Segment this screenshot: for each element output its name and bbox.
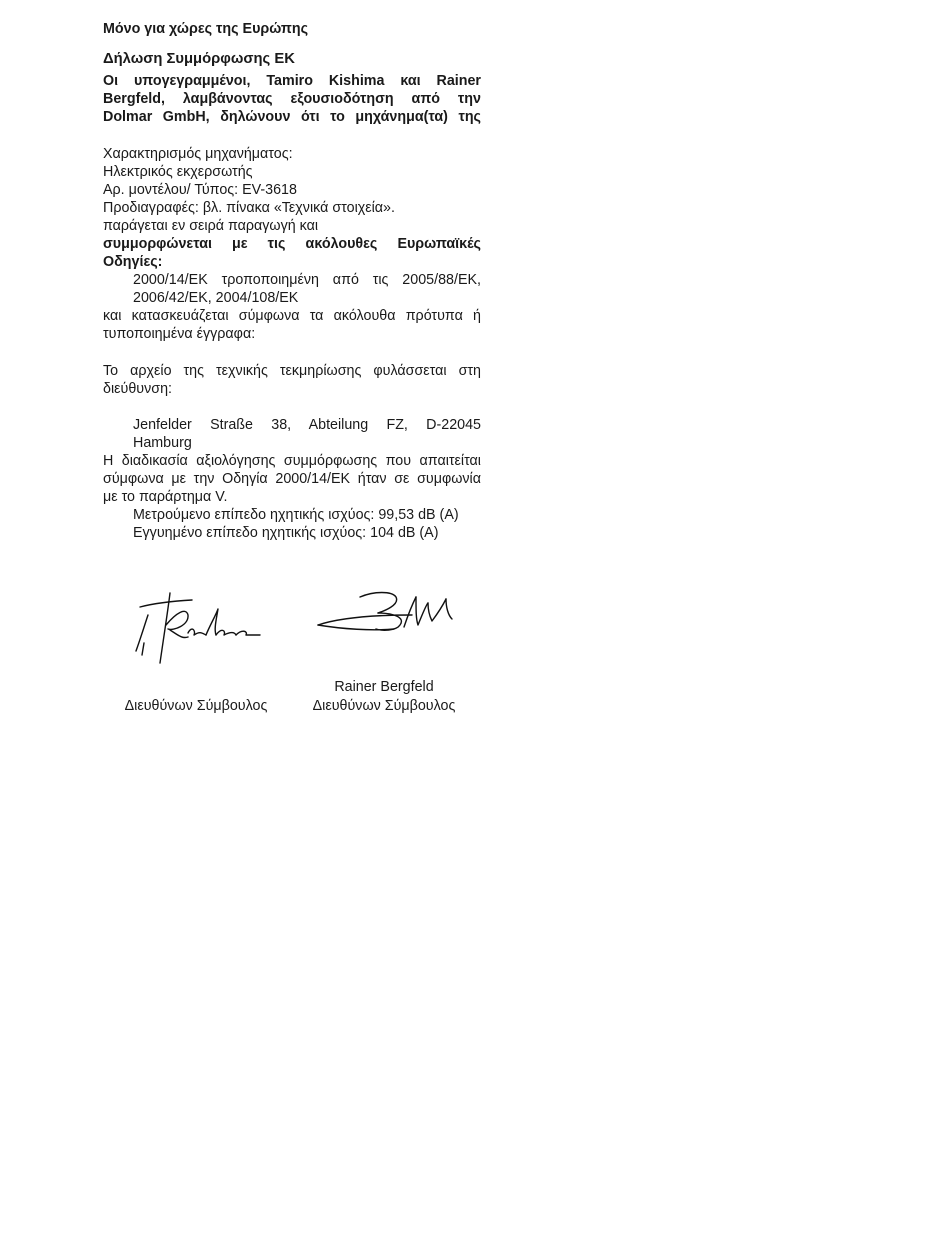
right-signatory-title: Διευθύνων Σύμβουλος	[312, 698, 456, 714]
document-title: Δήλωση Συμμόρφωσης ΕΚ	[103, 51, 295, 67]
standards-line-2: τυποποιημένα έγγραφα:	[103, 326, 256, 342]
conformity-line-2: Οδηγίες:	[103, 254, 163, 270]
left-signatory-title: Διευθύνων Σύμβουλος	[124, 698, 268, 714]
technical-file-line-1: Το αρχείο της τεχνικής τεκμηρίωσης φυλάσσεται στη	[103, 363, 481, 379]
designation-label: Χαρακτηρισμός μηχανήματος:	[103, 146, 293, 162]
right-signatory-name: Rainer Bergfeld	[334, 679, 434, 695]
address-line-2: Hamburg	[133, 435, 192, 451]
series-production: παράγεται εν σειρά παραγωγή και	[103, 218, 319, 234]
measured-sound-level: Μετρούμενο επίπεδο ηχητικής ισχύος: 99,53 dB (A)	[133, 507, 459, 523]
signature-left-image	[130, 585, 265, 670]
assessment-line-1: Η διαδικασία αξιολόγησης συμμόρφωσης που απαιτείται	[103, 453, 481, 469]
designation-value: Ηλεκτρικός εκχερσωτής	[103, 164, 253, 180]
assessment-line-2: σύμφωνα με την Οδηγία 2000/14/ΕΚ ήταν σε συμφωνία	[103, 471, 481, 487]
technical-file-line-2: διεύθυνση:	[103, 381, 172, 397]
directives-line-1: 2000/14/ΕΚ τροποποιημένη από τις 2005/88/ΕΚ,	[133, 272, 481, 288]
model-type: Αρ. μοντέλου/ Τύπος: EV-3618	[103, 182, 297, 198]
signature-right-image	[312, 585, 462, 640]
specifications: Προδιαγραφές: βλ. πίνακα «Τεχνικά στοιχεία».	[103, 200, 395, 216]
intro-line-1: Οι υπογεγραμμένοι, Tamiro Kishima και Rainer	[103, 73, 481, 89]
intro-line-3: Dolmar GmbH, δηλώνουν ότι το μηχάνημα(τα) της	[103, 109, 481, 125]
directives-line-2: 2006/42/ΕΚ, 2004/108/ΕΚ	[133, 290, 299, 306]
assessment-line-3: με το παράρτημα V.	[103, 489, 228, 505]
intro-line-2: Bergfeld, λαμβάνοντας εξουσιοδότηση από την	[103, 91, 481, 107]
address-line-1: Jenfelder Straße 38, Abteilung FZ, D-22045	[133, 417, 481, 433]
standards-line-1: και κατασκευάζεται σύμφωνα τα ακόλουθα πρότυπα ή	[103, 308, 481, 324]
guaranteed-sound-level: Εγγυημένο επίπεδο ηχητικής ισχύος: 104 dB (A)	[133, 525, 439, 541]
conformity-line-1: συμμορφώνεται με τις ακόλουθες Ευρωπαϊκές	[103, 236, 481, 252]
region-note: Μόνο για χώρες της Ευρώπης	[103, 21, 309, 37]
